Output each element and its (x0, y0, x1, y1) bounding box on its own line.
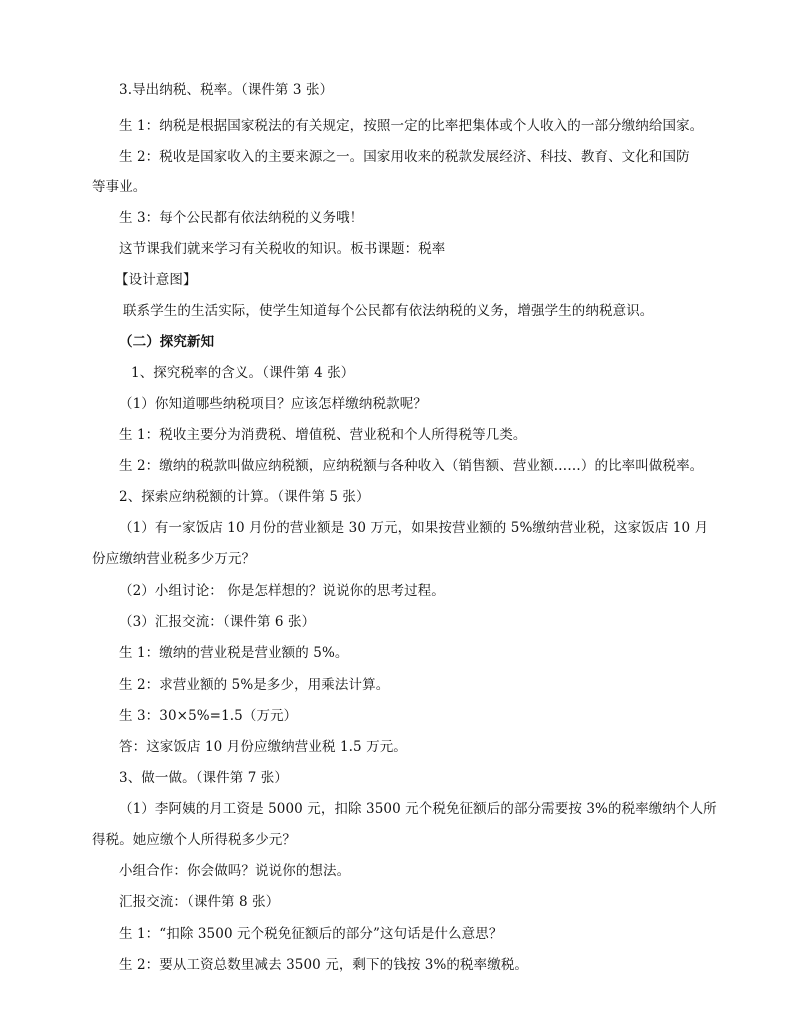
student-3-statement: 生 3：每个公民都有依法纳税的义务哦！ (119, 210, 364, 226)
student-2-explanation: 生 2：要从工资总数里减去 3500 元，剩下的钱按 3%的税率缴税。 (119, 957, 529, 973)
problem-1-cont: 份应缴纳营业税多少万元？ (92, 551, 256, 567)
step-1-heading: 1、探究税率的含义。（课件第 4 张） (131, 365, 355, 381)
section-2-heading: （二）探究新知 (119, 334, 215, 350)
answer-student-2: 生 2：缴纳的税款叫做应纳税额，应纳税额与各种收入（销售额、营业额……）的比率叫做税率。 (119, 458, 704, 474)
problem-1: （1）有一家饭店 10 月份的营业额是 30 万元，如果按营业额的 5%缴纳营业税，这家饭店 10 月 (119, 520, 709, 536)
student-2-answer: 生 2：求营业额的 5%是多少，用乘法计算。 (119, 677, 390, 693)
student-1-question: 生 1：“扣除 3500 元个税免征额后的部分”这句话是什么意思？ (119, 926, 503, 942)
report-exchange-1: （3）汇报交流：（课件第 6 张） (119, 614, 316, 630)
lesson-topic: 这节课我们就来学习有关税收的知识。板书课题：税率 (119, 241, 446, 257)
report-exchange-2: 汇报交流：（课件第 8 张） (119, 894, 280, 910)
student-2-statement: 生 2：税收是国家收入的主要来源之一。国家用收来的税款发展经济、科技、教育、文化和国防 (119, 149, 690, 165)
final-answer: 答：这家饭店 10 月份应缴纳营业税 1.5 万元。 (119, 739, 407, 755)
student-3-answer: 生 3：30×5%=1.5（万元） (119, 708, 298, 724)
group-discussion: （2）小组讨论： 你是怎样想的？说说你的思考过程。 (119, 583, 445, 599)
practice-problem: （1）李阿姨的月工资是 5000 元，扣除 3500 元个税免征额后的部分需要按 3%的税率缴纳个人所 (119, 801, 717, 817)
step-2-heading: 2、探索应纳税额的计算。（课件第 5 张） (119, 489, 370, 505)
design-intent-text: 联系学生的生活实际，使学生知道每个公民都有依法纳税的义务，增强学生的纳税意识。 (123, 303, 654, 319)
group-cooperation: 小组合作：你会做吗？说说你的想法。 (119, 863, 351, 879)
answer-student-1: 生 1：税收主要分为消费税、增值税、营业税和个人所得税等几类。 (119, 427, 527, 443)
design-intent-heading: 【设计意图】 (115, 272, 197, 288)
question-1: （1）你知道哪些纳税项目？应该怎样缴纳税款呢？ (119, 396, 427, 412)
practice-problem-cont: 得税。她应缴个人所得税多少元？ (92, 832, 296, 848)
student-2-statement-cont: 等事业。 (92, 179, 147, 195)
step-3-practice-heading: 3、做一做。（课件第 7 张） (119, 770, 289, 786)
student-1-statement: 生 1：纳税是根据国家税法的有关规定，按照一定的比率把集体或个人收入的一部分缴纳给国家。 (119, 118, 704, 134)
student-1-answer: 生 1：缴纳的营业税是营业额的 5%。 (119, 645, 349, 661)
step-3-heading: 3.导出纳税、税率。（课件第 3 张） (119, 82, 334, 98)
